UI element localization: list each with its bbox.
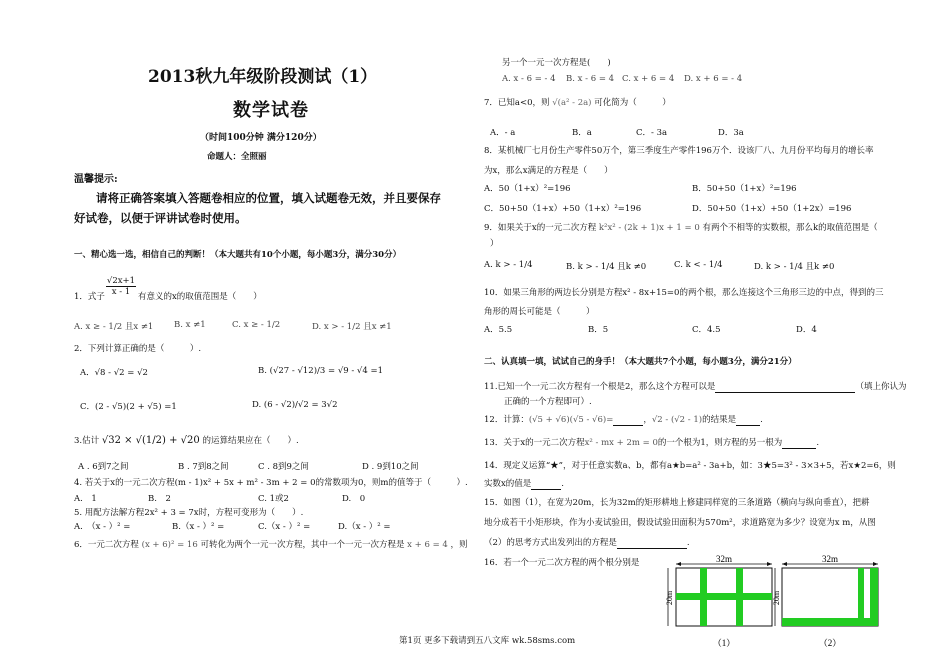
q6-option-d: D. x + 6 = - 4 <box>684 74 743 84</box>
q15-line3 <box>484 536 690 549</box>
q7-option-d: D．3a <box>718 128 744 138</box>
fig1-road-vertical-2 <box>736 568 743 626</box>
q1-stem <box>74 290 105 302</box>
q10-option-c: C．4.5 <box>692 325 721 335</box>
q1-stem-b: 有意义的x的取值范围是（ ） <box>138 292 262 302</box>
q6-continued: 另一个一元一次方程是( ) <box>502 58 611 68</box>
q1-frac-num: √2x+1 <box>106 276 136 286</box>
q6-stem <box>74 538 468 550</box>
q8-line1: 8．某机械厂七月份生产零件50万个，第三季度生产零件196万个．设该厂八、九月份平均每月的增长率 <box>484 146 874 156</box>
q6-expr: (x + 6)² = 16 <box>141 540 198 550</box>
section1-heading: 一、精心选一选，相信自己的判断！（本大题共有10个小题，每小题3分，满分30分） <box>74 250 402 260</box>
q3-option-c: C . 8到9之间 <box>258 462 309 472</box>
q5-option-c: C.（x - ）² = <box>258 522 311 532</box>
q6-expr2: x + 6 = 4 <box>407 540 448 550</box>
fig1-road-vertical-1 <box>700 568 707 626</box>
q16-stem: 16．若一个一元二次方程的两个根分别是 <box>484 558 640 568</box>
q9-line1a: 9．如果关于x的一元二次方程 <box>484 223 597 233</box>
page-footer: 第1页 更多下载请到五八文库 wk.58sms.com <box>399 636 576 646</box>
fig1-height-label: 20m <box>665 590 674 606</box>
q9-line1b: 有两个不相等的实数根，那么k的取值范围是（ <box>702 223 878 233</box>
fig1-width-label: 32m <box>715 554 733 564</box>
q9-line2: ） <box>490 239 499 249</box>
q9-expr: k²x² - (2k + 1)x + 1 = 0 <box>598 223 700 233</box>
q3-option-d: D . 9到10之间 <box>362 462 419 472</box>
q9-option-d: D. k > - 1/4 且k ≠0 <box>754 262 835 272</box>
q1-option-d: D. x > - 1/2 且x ≠1 <box>312 322 392 332</box>
q7-stem <box>484 96 671 108</box>
q2-option-d: D. (6 - √2)/√2 = 3√2 <box>252 400 338 410</box>
q12-answer-blank-1[interactable] <box>613 415 643 426</box>
q11-answer-blank[interactable] <box>715 382 855 393</box>
q7-option-c: C．- 3a <box>636 128 668 138</box>
fig1-road-horizontal <box>676 593 772 600</box>
q2-option-a: A．√8 - √2 = √2 <box>80 368 148 378</box>
q14-line2-text: 实数x的值是 <box>484 479 532 489</box>
time-info: （时间100分钟 满分120分） <box>200 133 322 143</box>
q15-line2: 地分成若干小矩形块，作为小麦试验田，假设试验田面积为570m²，求道路宽为多少？设宽为x m，从图 <box>484 518 876 528</box>
q4-option-a: A. 1 <box>74 494 97 504</box>
q13-line <box>484 436 819 449</box>
q8-option-b: B．50+50（1+x）²=196 <box>692 184 797 194</box>
q4-option-c: C. 1或2 <box>258 494 289 504</box>
tips-line2: 好试卷，以便于评讲试卷时使用。 <box>74 211 247 225</box>
q15-line3-text: （2）的思考方式出发列出的方程是 <box>484 538 617 548</box>
q1-frac-den: x - 1 <box>111 287 131 297</box>
q11-line1b: （填上你认为 <box>855 382 907 392</box>
q4-stem: 4. 若关于x的一元二次方程(m - 1)x² + 5x + m² - 3m + 2 = 0的常数项为0，则m的值等于（ ）. <box>74 478 468 488</box>
q5-option-b: B.（x - ）² = <box>172 522 225 532</box>
fig2-arrow-left <box>782 562 787 566</box>
fig1-caption: （1） <box>712 638 736 648</box>
q1-stem-a: 1．式子 <box>74 292 105 302</box>
q10-line2: 角形的周长可能是（ ） <box>484 307 595 317</box>
q4-option-d: D. 0 <box>342 494 366 504</box>
q12-line <box>484 413 763 426</box>
q8-option-c: C．50+50（1+x）+50（1+x）²=196 <box>484 204 642 214</box>
q12-stem-c: 的结果是 <box>702 415 737 425</box>
q8-option-a: A．50（1+x）²=196 <box>484 184 571 194</box>
q12-end: . <box>760 415 763 425</box>
q13-stem-a: 13．关于x的一元二次方程 <box>484 438 585 448</box>
fig2-arrow-right <box>873 562 878 566</box>
q12-stem-a: 12．计算： <box>484 415 529 425</box>
q5-stem: 5. 用配方法解方程2x² + 3 = 7x时，方程可变形为（ ）. <box>74 508 304 518</box>
q10-option-d: D．4 <box>796 325 817 335</box>
q6-option-b: B. x - 6 = 4 <box>566 74 615 84</box>
q7-stem-b: 可化简为（ ） <box>594 98 671 108</box>
q9-option-b: B. k > - 1/4 且k ≠0 <box>566 262 647 272</box>
q3-stem-a: 3.估计 <box>74 436 100 446</box>
q3-option-b: B . 7到8之间 <box>178 462 229 472</box>
q6-option-c: C. x + 6 = 4 <box>622 74 675 84</box>
fig2-caption: （2） <box>818 638 842 648</box>
q5-option-d: D.（x - ）² = <box>338 522 391 532</box>
q9-option-a: A. k > - 1/4 <box>484 260 533 270</box>
q3-stem <box>74 434 299 446</box>
q10-option-a: A．5.5 <box>484 325 513 335</box>
q14-answer-blank[interactable] <box>531 479 561 490</box>
q15-end: . <box>686 538 690 548</box>
q14-end: . <box>561 479 564 489</box>
q11-line2: 正确的一个方程即可）. <box>504 397 592 407</box>
section2-heading: 二、认真填一填，试试自己的身手！（本大题共7个小题，每小题3分，满分21分） <box>484 357 797 367</box>
q6-stem-a: 6．一元二次方程 <box>74 540 139 550</box>
q15-answer-blank[interactable] <box>617 538 687 549</box>
q11-line1-text: 11.已知一个一元二次方程有一个根是2，那么这个方程可以是 <box>484 382 716 392</box>
q1-option-b: B. x ≠1 <box>174 320 206 330</box>
q8-option-d: D．50+50（1+x）+50（1+2x）=196 <box>692 204 852 214</box>
q12-expr2: √2 - (√2 - 1) <box>651 415 703 425</box>
fig2-road-right-2 <box>870 568 878 626</box>
q14-line1: 14．现定义运算“★”，对于任意实数a、b，都有a★b=a² - 3a+b，如：3★5=3² - 3×3+5，若x★2=6，则 <box>484 461 896 471</box>
fig2-road-right-1 <box>858 568 864 626</box>
exam-title: 2013秋九年级阶段测试（1） <box>148 67 378 87</box>
q2-stem: 2．下列计算正确的是（ ）. <box>74 344 202 354</box>
q6-option-a: A. x - 6 = - 4 <box>502 74 556 84</box>
q13-stem-b: 的一个根为1，则方程的另一根为 <box>657 438 783 448</box>
q15-line1: 15．如图（1），在宽为20m，长为32m的矩形耕地上修建同样宽的三条道路（横向与纵向垂直），把耕 <box>484 498 870 508</box>
q12-stem-b: ， <box>643 415 652 425</box>
fig2-width-label: 32m <box>821 554 839 564</box>
q2-option-b: B. (√27 - √12)/3 = √9 - √4 =1 <box>258 366 383 376</box>
q1-option-c: C. x ≥ - 1/2 <box>232 320 281 330</box>
exam-subtitle: 数学试卷 <box>233 100 309 121</box>
q3-stem-b: 的运算结果应在（ ）. <box>202 436 299 446</box>
q9-option-c: C. k < - 1/4 <box>674 260 723 270</box>
q6-stem-c: ，则 <box>450 540 468 550</box>
fig2-height-label: 20m <box>772 590 781 606</box>
figure-2 <box>770 552 890 652</box>
q10-line1: 10．如果三角形的两边长分别是方程x² - 8x+15=0的两个根，那么连接这个三角形三边的中点，得到的三 <box>484 288 884 298</box>
fig1-arrow-left <box>676 562 681 566</box>
tips-line1: 请将正确答案填入答题卷相应的位置，填入试题卷无效，并且要保存 <box>96 191 441 205</box>
tips-title: 温馨提示: <box>74 174 118 185</box>
q7-expr: √(a² - 2a) <box>552 98 592 108</box>
q4-option-b: B. 2 <box>148 494 171 504</box>
q8-line2: 为x，那么x满足的方程是（ ） <box>484 166 613 176</box>
q3-expr: √32 × √(1/2) + √20 <box>101 435 200 446</box>
q12-answer-blank-2[interactable] <box>736 415 760 426</box>
q1-option-a: A. x ≥ - 1/2 且x ≠1 <box>74 322 154 332</box>
q13-expr: x² - mx + 2m = 0 <box>584 438 658 448</box>
figure-1 <box>662 552 782 652</box>
q14-line2 <box>484 477 564 490</box>
q1-fraction <box>106 276 136 297</box>
author: 命题人：全照丽 <box>207 152 267 162</box>
q2-option-c: C．(2 - √5)(2 + √5) =1 <box>80 402 177 412</box>
q10-option-b: B．5 <box>588 325 609 335</box>
q6-stem-b: 可转化为两个一元一次方程，其中一个一元一次方程是 <box>200 540 405 550</box>
q5-option-a: A. （x - ）² = <box>74 522 131 532</box>
q11-line1 <box>484 380 906 393</box>
q13-answer-blank[interactable] <box>782 438 816 449</box>
q3-option-a: A . 6到7之间 <box>78 462 129 472</box>
q13-end: . <box>816 438 820 448</box>
q12-expr1: (√5 + √6)(√5 - √6)= <box>528 415 614 425</box>
q7-stem-a: 7．已知a<0，则 <box>484 98 550 108</box>
q7-option-a: A．- a <box>490 128 516 138</box>
q9-line1 <box>484 221 878 233</box>
q7-option-b: B．a <box>572 128 592 138</box>
